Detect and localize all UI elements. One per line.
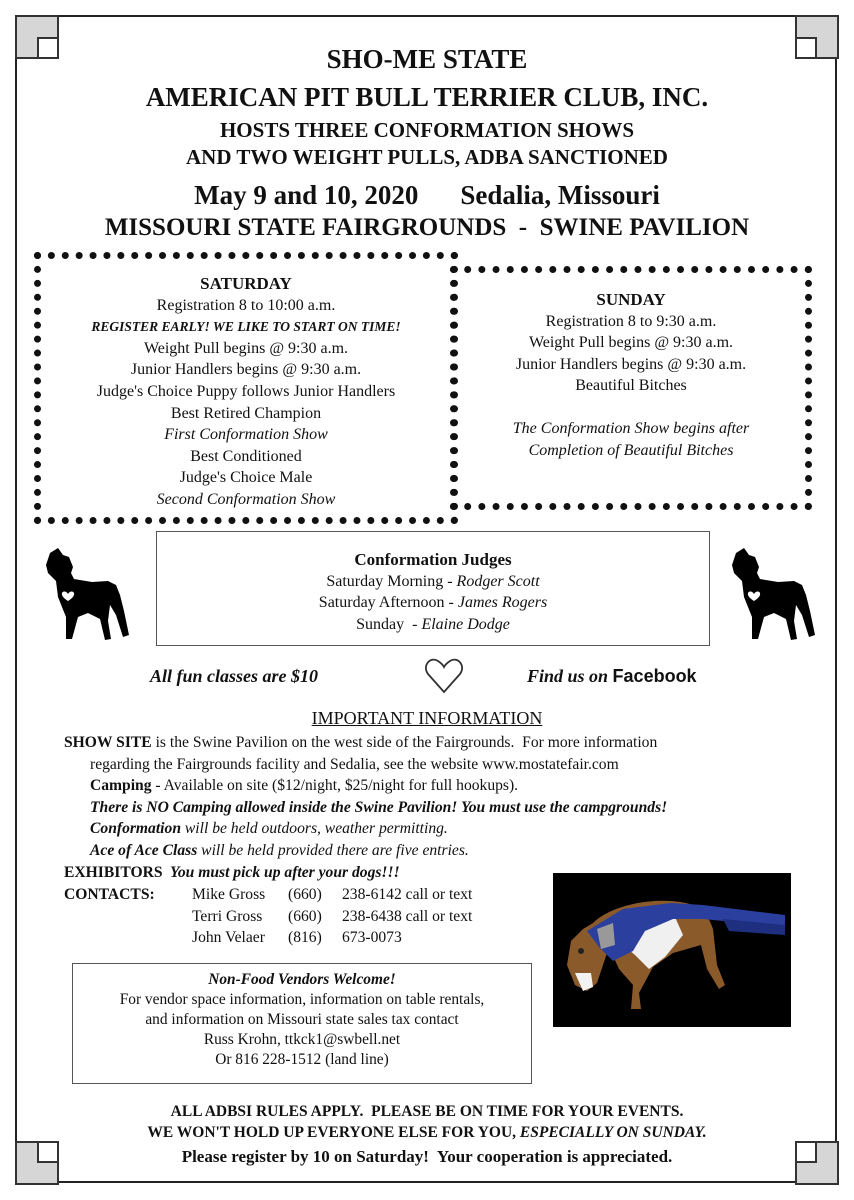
sunday-title: SUNDAY [596,290,666,309]
saturday-item: Best Retired Champion [170,404,322,422]
judges-title: Conformation Judges [354,550,512,569]
fun-classes-price: All fun classes are $10 [150,666,319,686]
important-info-text: SHOW SITE is the Swine Pavilion on the west side of the Fairgrounds. For more information regarding the Fairgrounds facility and Sedalia, see the website www.mostatefair.com Camping - Available on site ($12/night, $25/night for full hookups). There is NO Camping allowed inside the Swine Pavilion! You must use the campgrounds! Conformation will be held outdoors, weather permitting. Ace of Ace Class will be held provided there are five entries. EXHIBITORS You must pick up after your dogs!!! [64,734,668,881]
judge-row: Sunday - Elaine Dodge [356,615,510,633]
saturday-item: Second Conformation Show [156,490,336,508]
event-description-line-1: HOSTS THREE CONFORMATION SHOWS [219,118,635,142]
pit-bull-silhouette-icon [44,547,130,643]
contact-row: John Velaer (816) 673-0073 [192,929,402,947]
weight-pull-dog-image [553,873,791,1027]
saturday-item: Registration 8 to 10:00 a.m. [156,296,336,314]
footer-register: Please register by 10 on Saturday! Your cooperation is appreciated. [181,1147,673,1166]
sunday-schedule-box [450,266,812,510]
weight-pull-dog-photo [553,873,791,1027]
saturday-item: Weight Pull begins @ 9:30 a.m. [143,339,349,357]
saturday-item: First Conformation Show [164,426,328,444]
saturday-schedule-box [34,252,458,524]
vendors-box: Non-Food Vendors Welcome! For vendor space information, information on table rentals, and information on Missouri state sales tax contact Russ Krohn, ttkck1@swbell.net Or 816 228-1512 (land line) [72,963,532,1084]
judge-row: Saturday Afternoon - James Rogers [318,594,548,611]
club-name-line-2: AMERICAN PIT BULL TERRIER CLUB, INC. [145,82,709,112]
saturday-item: Judge's Choice Puppy follows Junior Handlers [96,382,396,400]
saturday-item: Best Conditioned [190,447,302,465]
saturday-item: Judge's Choice Male [179,469,313,487]
footer-rules: ALL ADBSI RULES APPLY. PLEASE BE ON TIME FOR YOUR EVENTS. [170,1103,684,1120]
event-venue: MISSOURI STATE FAIRGROUNDS - SWINE PAVILION [104,214,750,241]
judge-row: Saturday Morning - Rodger Scott [326,572,540,590]
contact-row: Terri Gross (660) 238-6438 call or text [192,907,473,925]
contacts-list [64,884,472,949]
saturday-title: SATURDAY [200,274,292,293]
vendors-title: Non-Food Vendors Welcome! [208,971,396,988]
conformation-judges-box [156,531,710,646]
heart-icon [424,656,464,696]
sunday-item: Registration 8 to 9:30 a.m. [545,312,717,330]
event-city: Sedalia, Missouri [460,180,660,210]
contacts-label: CONTACTS: [64,886,155,903]
sunday-note: The Conformation Show begins after [512,419,750,437]
sunday-note: Completion of Beautiful Bitches [528,441,734,459]
facebook-text: Find us on Facebook [527,666,697,686]
pit-bull-silhouette-icon [730,547,816,643]
event-date-location [0,180,854,211]
important-info-title: IMPORTANT INFORMATION [311,708,543,728]
sunday-item: Weight Pull begins @ 9:30 a.m. [528,334,734,352]
saturday-item: REGISTER EARLY! WE LIKE TO START ON TIME! [91,319,401,335]
event-dates: May 9 and 10, 2020 [194,180,419,210]
club-name-line-1: SHO-ME STATE [326,44,528,74]
contact-row: CONTACTS: Mike Gross (660) 238-6142 call or text [64,884,472,906]
event-description-line-2: AND TWO WEIGHT PULLS, ADBA SANCTIONED [186,145,668,169]
saturday-item: Junior Handlers begins @ 9:30 a.m. [130,361,362,379]
facebook-brand: Facebook [612,666,697,686]
sunday-item: Junior Handlers begins @ 9:30 a.m. [515,355,747,373]
footer-warning: WE WON'T HOLD UP EVERYONE ELSE FOR YOU, ESPECIALLY ON SUNDAY. [147,1124,707,1141]
sunday-item: Beautiful Bitches [575,377,687,395]
